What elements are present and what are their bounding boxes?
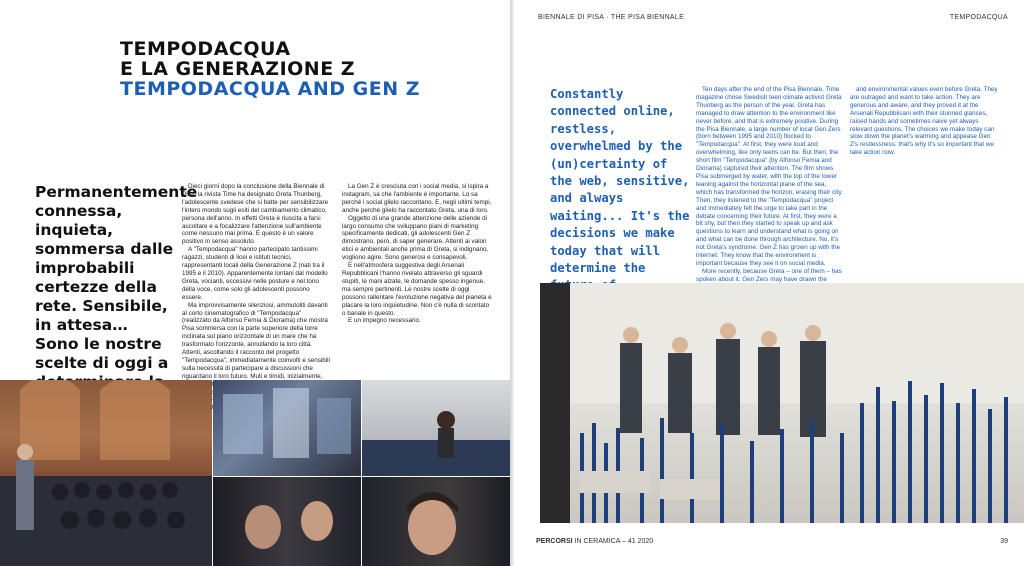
title-en: TEMPODACQUA AND GEN Z	[120, 78, 421, 100]
pull-quote-it: Permanentemente connessa, inquieta, sommersa dalle improbabili certezze della rete. Sensibile, in attesa… Sono le nostre scelte di oggi a	[35, 183, 198, 372]
paragraph: La Gen Z è cresciuta con i social media, si ispira a instagram, sa che l'ambiente è importante. Lo sa perché i social glielo raccontano. E, negli ultimi tempi, anche perché glielo ha raccontato Greta, una di loro.	[342, 183, 492, 214]
body-column-en-1	[696, 86, 844, 315]
screens-graphic	[213, 380, 361, 476]
students-closeup-photo	[213, 477, 361, 566]
footer-issue: – 41 2020	[621, 538, 654, 545]
paragraph: Oggetto di una grande attenzione delle aziende di largo consumo che sviluppano piani di marketing specificamente dedicati, gli adolescenti Gen Z dimostrano, però, di saper generare. Attenti ai valori etici e ambientali anche prima di Greta, si indignano, vogliono agire. Sono generosi e consapevoli.	[342, 214, 489, 262]
body-column-en-2	[850, 86, 998, 157]
title-it-line2: E LA GENERAZIONE Z	[120, 58, 356, 80]
title-it-line1: TEMPODACQUA	[120, 38, 291, 60]
closeup-graphic	[213, 477, 361, 566]
footer-brand-bold: PERCORSI	[536, 538, 573, 545]
running-header-left: BIENNALE DI PISA · THE PISA BIENNALE	[538, 14, 685, 21]
page-number: 39	[1000, 538, 1008, 545]
girl-graphic	[362, 380, 510, 476]
lecture-scene-graphic	[0, 380, 212, 566]
paragraph: More recently, because Greta – one of them – has spoken about it. Gen Zers may have drawn the	[696, 267, 842, 283]
pull-quote-en: Constantly connected online, restless, overwhelmed by the (un)certainty of the web, sensitive, and always waiting... It's the decisions we make today that will determine the	[550, 87, 690, 276]
paragraph: Ten days after the end of the Pisa Biennale, Time magazine chose Swedish teen climate activist Greta Thunberg as the person of the year. Greta has managed to draw attention to the environment like never before, and that is extremely positive. During the Pisa Biennale, a large number of local Gen Zers (born between 1995 and 2010) flocked to "Tempodacqua". At first, they were loud and overwhelming, like only teens can be. But then, the short film "Tempodacqua" (by Alfonso Femia and Diorama) captured their attention. The film shows Pisa submerged by water, with the top of the tower leaning against the horizontal plane of the sea, which has transformed the horizon, erasing their city. Then, they listened to the "Tempodacqua" project and immediately felt the urge to take part in the debate concerning their future. At first, they were a bit shy, but then they started to speak up and ask questions to learn and understand what is going on and what can be done through architecture. No, it's not Greta's syndrome. Gen Z has grown up with the internet. They know that the environment is important because they see it on social media.	[696, 86, 843, 267]
exhibition-screens-photo	[213, 380, 361, 476]
footer-brand-rest: IN CERAMICA	[574, 538, 621, 545]
running-header-right: TEMPODACQUA	[949, 14, 1008, 21]
paragraph: A "Tempodacqua" hanno partecipato tantissimi ragazzi, studenti di licei e istituti tecnici, rappresentanti locali della Generazione Z (nati tra il 1995 e il 2010). Apparentemente lontani dal modello Greta, vocianti, eccessivi nelle posture e nel tono della voce, come solo gli adolescenti possono essere.	[182, 246, 328, 301]
footer-brand	[536, 538, 653, 545]
paragraph: and environmental values even before Greta. They are outraged and want to take action. They are generous and aware, and they proved it at the Arsenali Repubblicani with their stunned glances, raised hands and sometimes naive yet always relevant questions. The choices we make today can slow down the planet's warming and appease Gen Z's restlessness; that's why it's so important that we take action now.	[850, 86, 998, 157]
students-lecture-photo	[0, 380, 212, 566]
paragraph: E nell'atmosfera suggestiva degli Arsenali Repubblicani l'hanno rivelato attraverso gli sguardi stupiti, le mani alzate, le domande spesso ingenue, ma sempre pertinenti. Le nostre scelte di oggi possono rallentare l'evoluzione negativa del pianeta e placare la loro inquietudine. Non c'è nulla di scontato o banale in questo.	[342, 262, 492, 317]
body-column-it-2	[342, 183, 492, 325]
right-page	[514, 0, 1024, 566]
paragraph: Ma improvvisamente silenziosi, ammutoliti davanti al corto cinematografico di "Tempodacqua" (realizzato da Alfonso Femia & Diorama) che mostra Pisa sommersa con la parte superiore della torre inclinata sul piano orizzontale di un mare che ha trasformato l'orizzonte, annullando la loro città. Attenti, ascoltando il racconto del progetto "Tempodacqua", immediatamente coinvolti e sensibili sulla necessità di partecipare a discussioni che riguardano il loro futuro. Muti e timidi, inizialmente,	[182, 301, 330, 380]
boys-watching-photo	[362, 477, 510, 566]
paragraph: E un impegno necessario.	[348, 317, 421, 325]
paragraph: Dieci giorni dopo la conclusione della Biennale di Pisa, la rivista Time ha designato Greta Thunberg, l'adolescente svedese che si batte per sensibilizzare l'intero mondo sugli esiti del cambiamento climatico, persona dell'anno. In effetti Greta è riuscita a farsi ascoltare e a focalizzare l'attenzione sull'ambiente come nessuno mai prima. E questo è un valore positivo in senso assoluto.	[182, 183, 329, 246]
exhibition-installation-photo	[540, 283, 1024, 523]
girl-at-exhibit-photo	[362, 380, 510, 476]
boys-graphic	[362, 477, 510, 566]
installation-graphic	[540, 283, 1024, 523]
left-page	[0, 0, 510, 566]
